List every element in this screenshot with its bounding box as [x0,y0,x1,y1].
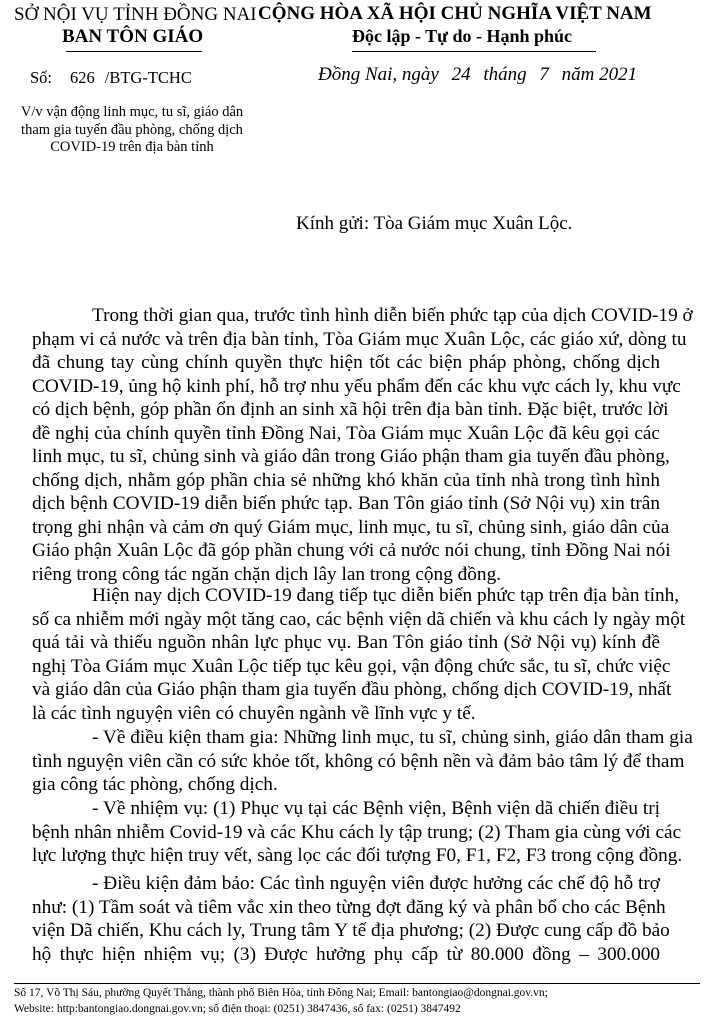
body-line: - Về điều kiện tham gia: Những linh mục, tu sĩ, chủng sinh, giáo dân tham gia [92,727,693,748]
body-line: là các tình nguyện viên có chuyên ngành về lĩnh vực y tế. [32,702,476,724]
body-line: riêng trong công tác ngăn chặn dịch lây lan trong cộng đồng. [32,563,502,585]
body-paragraph-3 [32,726,693,797]
body-line: hộ thực hiện nhiệm vụ; (3) Được hưởng phụ cấp từ 80.000 đồng – 300.000 [32,943,660,965]
document-number [30,68,192,88]
body-line: lực lượng thực hiện truy vết, sàng lọc các đối tượng F0, F1, F2, F3 trong cộng đồng. [32,845,683,866]
body-line: Hiện nay dịch COVID-19 đang tiếp tục diễn biến phức tạp trên địa bàn tỉnh, [92,585,680,606]
body-line: nghị Tòa Giám mục Xuân Lộc tiếp tục kêu gọi, vận động chức sắc, tu sĩ, chức việc [32,655,671,677]
body-line: Giáo phận Xuân Lộc đã góp phần chung với cả nước nói chung, tỉnh Đồng Nai nói [32,540,671,561]
body-line: - Về nhiệm vụ: (1) Phục vụ tại các Bệnh viện, Bệnh viện dã chiến điều trị [92,798,660,819]
body-line: chống dịch, nhằm góp phần chia sẻ những khó khăn của tỉnh nhà trong tình hình [32,469,660,491]
document-number-label: Số: [30,68,53,87]
agency-underline [66,51,202,52]
footer-divider [14,983,700,984]
subject-line: COVID-19 trên địa bàn tỉnh [50,139,214,155]
motto-underline [352,51,596,52]
issuing-agency-parent: SỞ NỘI VỤ TỈNH ĐỒNG NAI [14,4,257,25]
body-line: đã chung tay cùng chính quyền thực hiện tốt các biện pháp phòng, chống dịch [32,352,660,373]
body-line: phạm vi cả nước và trên địa bàn tỉnh, Tòa Giám mục Xuân Lộc, các giáo xứ, dòng tu [32,328,687,350]
body-line: COVID-19, ủng hộ kinh phí, hỗ trợ nhu yếu phẩm đến các khu vực cách ly, khu vực [32,375,681,397]
body-line: Trong thời gian qua, trước tình hình diễn biến phức tạp của dịch COVID-19 ở [92,305,693,326]
body-line: dịch bệnh COVID-19 diễn biến phức tạp. Ban Tôn giáo tỉnh (Sở Nội vụ) xin trân [32,493,660,514]
date-day: 24 [451,64,471,85]
body-line: tình nguyện viên cần có sức khỏe tốt, không có bệnh nền và đảm bảo tâm lý để tham [32,750,685,772]
footer-contact [14,986,704,1017]
body-line: như: (1) Tầm soát và tiêm vắc xin theo từng đợt đăng ký và phân bổ cho các Bệnh [32,896,666,918]
body-line: số ca nhiễm mới ngày một tăng cao, các bệnh viện dã chiến và khu cách ly ngày một [32,608,686,630]
body-line: viện Dã chiến, Khu cách ly, Trung tâm Y tế địa phương; (2) Được cung cấp đồ bảo [32,920,670,941]
body-line: gia công tác phòng, chống dịch. [32,774,278,795]
body-line: quá tải và thiếu nguồn nhân lực phục vụ. Ban Tôn giáo tỉnh (Sở Nội vụ) kính đề [32,632,660,653]
body-line: và giáo dân của Giáo phận tham gia tuyến đầu phòng, chống dịch COVID-19, nhất [32,679,672,700]
subject-block [0,104,264,157]
body-paragraph-4 [32,797,683,868]
date-month: 7 [539,64,549,85]
subject-line: V/v vận động linh mục, tu sĩ, giáo dân [20,104,244,120]
footer-website-line: Website: http:bantongiao.dongnai.gov.vn; số điện thoại: (0251) 3847436, số fax: (0251) 3847492 [14,1002,461,1015]
document-date [318,64,637,86]
body-line: có dịch bệnh, góp phần ổn định an sinh xã hội trên địa bàn tỉnh. Đặc biệt, trước lời [32,399,669,420]
body-line: - Điều kiện đảm bảo: Các tình nguyện viên được hưởng các chế độ hỗ trợ [92,873,660,894]
body-line: trọng ghi nhận và cảm ơn quý Giám mục, linh mục, tu sĩ, chủng sinh, giáo dân của [32,516,670,538]
subject-line: tham gia tuyến đầu phòng, chống dịch [21,121,243,138]
footer-address-line: Số 17, Võ Thị Sáu, phường Quyết Thắng, thành phố Biên Hòa, tỉnh Đồng Nai; Email: bantongiao@dongnai.gov.vn; [14,987,548,999]
date-year: năm 2021 [561,64,638,85]
date-prefix: Đồng Nai, ngày [318,64,439,85]
body-paragraph-5 [32,872,670,966]
national-motto: Độc lập - Tự do - Hạnh phúc [352,26,573,46]
national-title: CỘNG HÒA XÃ HỘI CHỦ NGHĨA VIỆT NAM [258,3,652,24]
document-number-value: 626 [70,68,95,87]
issuing-agency: BAN TÔN GIÁO [62,26,204,47]
body-line: linh mục, tu sĩ, chủng sinh và giáo dân trong Giáo phận tham gia tuyến đầu phòng, [32,446,670,467]
body-line: đề nghị của chính quyền tỉnh Đồng Nai, Tòa Giám mục Xuân Lộc đã kêu gọi các [32,422,660,444]
body-paragraph-2 [32,584,686,725]
recipient: Kính gửi: Tòa Giám mục Xuân Lộc. [296,213,573,234]
body-paragraph-1 [32,304,693,586]
date-month-label: tháng [483,64,527,85]
document-code: /BTG-TCHC [104,68,192,87]
body-line: bệnh nhân nhiễm Covid-19 và các Khu cách ly tập trung; (2) Tham gia cùng với các [32,821,682,843]
